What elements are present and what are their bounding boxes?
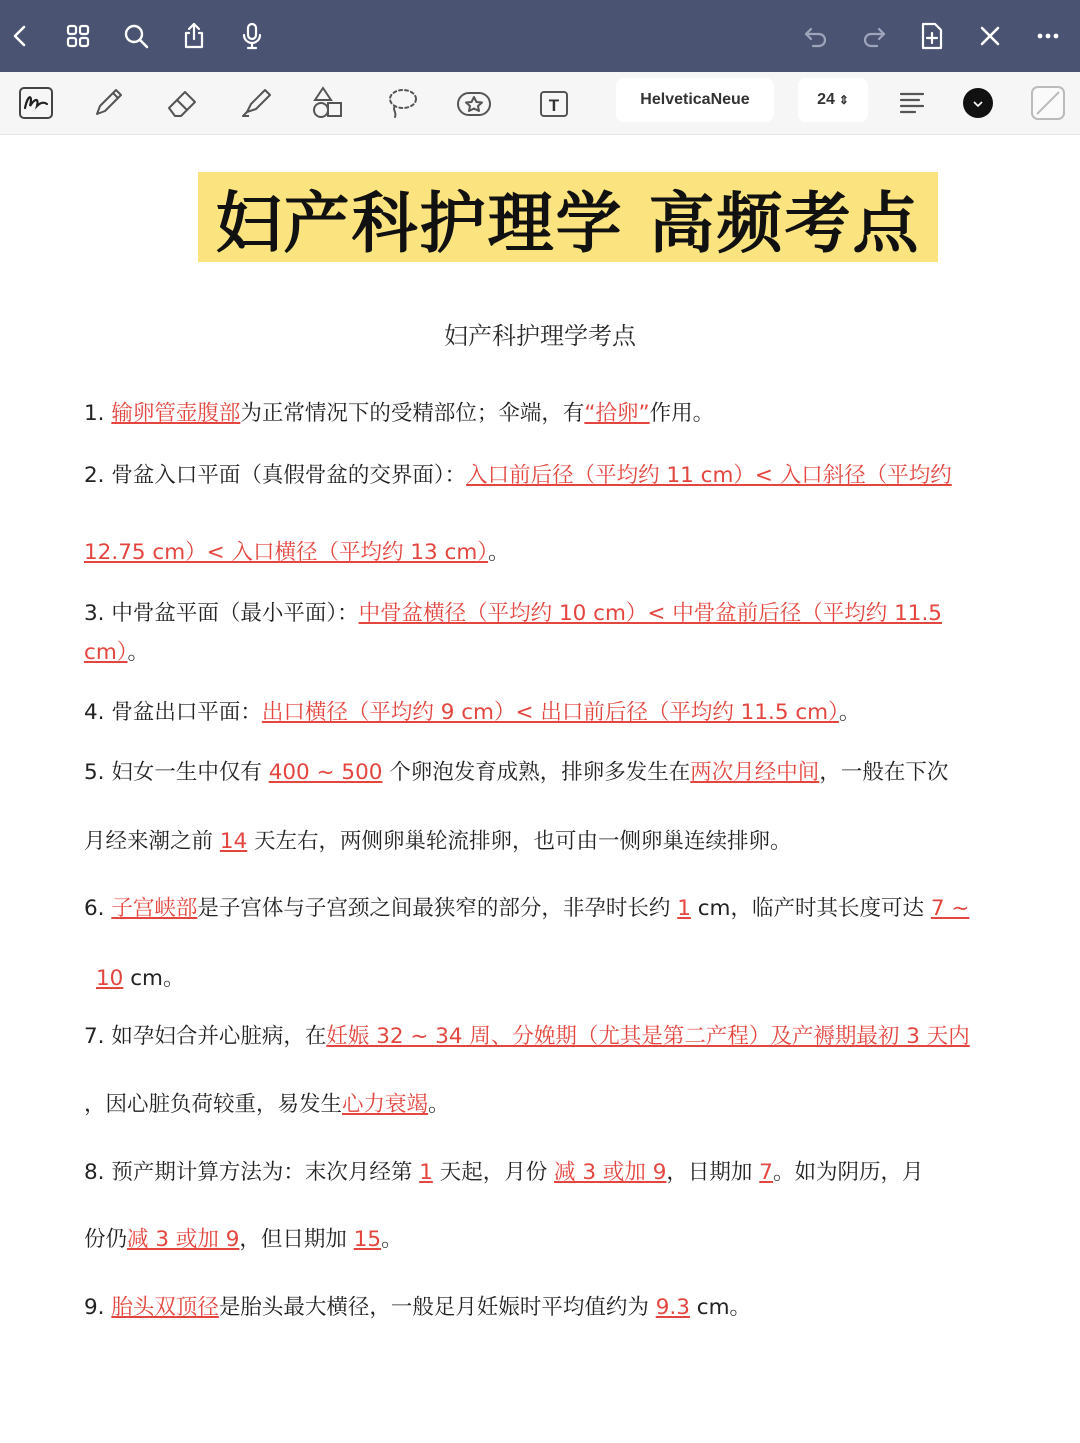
note-text: 天左右，两侧卵巢轮流排卵，也可由一侧卵巢连续排卵。 xyxy=(247,829,792,854)
highlighted-term: 两次月经中间 xyxy=(690,760,820,785)
note-text: 3. 中骨盆平面（最小平面）： xyxy=(84,601,359,626)
handwriting-icon[interactable] xyxy=(14,82,58,124)
highlighted-term: 入口前后径（平均约 11 cm）< 入口斜径（平均约 xyxy=(466,463,952,488)
note-line-3a xyxy=(84,598,942,630)
note-line-6a xyxy=(84,893,969,925)
highlighted-term: 7 ~ xyxy=(930,896,970,921)
note-text: 作用。 xyxy=(649,401,715,426)
highlighted-term: 减 3 或加 9 xyxy=(554,1160,667,1185)
pen-icon[interactable] xyxy=(86,82,130,124)
highlighted-term: 9.3 xyxy=(655,1295,690,1320)
note-text: 是子宫体与子宫颈之间最狭窄的部分，非孕时长约 xyxy=(197,896,678,921)
highlighted-term: 12.75 cm）< 入口横径（平均约 13 cm） xyxy=(84,540,489,565)
note-line-9 xyxy=(84,1292,751,1324)
highlighted-term: cm） xyxy=(84,640,128,665)
note-line-2b xyxy=(84,537,510,569)
note-text: cm。 xyxy=(123,966,185,991)
redo-icon[interactable] xyxy=(856,18,892,54)
highlighted-term: 减 3 或加 9 xyxy=(127,1227,240,1252)
add-page-icon[interactable] xyxy=(914,18,950,54)
text-icon[interactable] xyxy=(532,82,576,124)
highlighted-term: 1 xyxy=(419,1160,433,1185)
font-size-value: 24 xyxy=(817,91,835,108)
shapes-icon[interactable] xyxy=(306,82,350,124)
highlighted-term: 中骨盆横径（平均约 10 cm）< 中骨盆前后径（平均约 11.5 xyxy=(358,601,942,626)
banner-title-text: 妇产科护理学 高频考点 xyxy=(215,184,921,262)
note-text: 8. 预产期计算方法为：末次月经第 xyxy=(84,1160,420,1185)
note-line-8b xyxy=(84,1224,403,1256)
note-line-6b xyxy=(96,963,184,995)
note-text: 1. xyxy=(84,401,112,426)
highlighted-term: 14 xyxy=(219,829,248,854)
highlighted-term: 10 xyxy=(96,966,124,991)
note-text: ，一般在下次 xyxy=(819,760,949,785)
back-icon[interactable] xyxy=(2,18,38,54)
undo-icon[interactable] xyxy=(798,18,834,54)
search-icon[interactable] xyxy=(118,18,154,54)
share-icon[interactable] xyxy=(176,18,212,54)
align-icon[interactable] xyxy=(890,82,934,124)
note-text: 9. xyxy=(84,1295,112,1320)
note-text: 4. 骨盆出口平面： xyxy=(84,700,262,725)
highlighted-term: 15 xyxy=(353,1227,382,1252)
highlighted-term: 胎头双顶径 xyxy=(111,1295,219,1320)
note-text: 个卵泡发育成熟，排卵多发生在 xyxy=(382,760,691,785)
note-line-4 xyxy=(84,697,860,729)
eraser-icon[interactable] xyxy=(160,82,204,124)
note-text: 。 xyxy=(838,700,861,725)
sticker-icon[interactable] xyxy=(452,82,496,124)
top-nav-bar xyxy=(0,0,1080,72)
highlighted-term: 心力衰竭 xyxy=(342,1092,429,1117)
close-icon[interactable] xyxy=(972,18,1008,54)
highlighted-term: 400 ~ 500 xyxy=(268,760,383,785)
note-line-2a xyxy=(84,460,952,492)
note-text: 。 xyxy=(428,1092,450,1117)
svg-text:T: T xyxy=(548,96,560,115)
note-text: 6. xyxy=(84,896,112,921)
note-line-7a xyxy=(84,1021,970,1053)
note-line-8a xyxy=(84,1157,923,1189)
note-text: 2. 骨盆入口平面（真假骨盆的交界面）： xyxy=(84,463,467,488)
note-line-1 xyxy=(84,398,714,430)
note-text: cm，临产时其长度可达 xyxy=(690,896,931,921)
note-text: 是胎头最大横径，一般足月妊娠时平均值约为 xyxy=(218,1295,656,1320)
note-text: cm。 xyxy=(689,1295,752,1320)
color-icon[interactable] xyxy=(956,82,1000,124)
highlighted-term: 1 xyxy=(677,896,691,921)
note-text: 月经来潮之前 xyxy=(84,829,220,854)
drawing-toolbar xyxy=(0,72,1080,135)
note-line-7b xyxy=(84,1089,450,1121)
note-text: 。如为阴历，月 xyxy=(772,1160,924,1185)
note-text: 份仍 xyxy=(84,1227,128,1252)
highlighted-term: 子宫峡部 xyxy=(111,896,198,921)
font-size-selector[interactable] xyxy=(798,78,868,122)
note-text: ，但日期加 xyxy=(239,1227,354,1252)
grid-icon[interactable] xyxy=(60,18,96,54)
note-text: 5. 妇女一生中仅有 xyxy=(84,760,269,785)
font-name-selector[interactable]: HelveticaNeue xyxy=(616,78,774,122)
note-text: 为正常情况下的受精部位；伞端，有 xyxy=(240,401,585,426)
banner-title xyxy=(198,172,938,262)
note-text: 。 xyxy=(381,1227,403,1252)
stepper-icon: ⇕ xyxy=(838,93,849,107)
mic-icon[interactable] xyxy=(234,18,270,54)
note-line-3b xyxy=(84,637,149,669)
note-text: 。 xyxy=(127,640,150,665)
highlighter-icon[interactable] xyxy=(234,82,278,124)
lasso-icon[interactable] xyxy=(380,82,424,124)
highlighted-term: 7 xyxy=(759,1160,773,1185)
note-line-5a xyxy=(84,757,948,789)
note-text: 。 xyxy=(488,540,510,565)
note-text: ，因心脏负荷较重，易发生 xyxy=(84,1092,343,1117)
highlighted-term: 输卵管壶腹部 xyxy=(111,401,241,426)
highlighted-term: “拾卵” xyxy=(584,401,650,426)
highlighted-term: 出口横径（平均约 9 cm）< 出口前后径（平均约 11.5 cm） xyxy=(261,700,839,725)
note-line-5b xyxy=(84,826,792,858)
tool-square-icon[interactable] xyxy=(1026,82,1070,124)
note-text: 7. 如孕妇合并心脏病，在 xyxy=(84,1024,327,1049)
note-text: 天起，月份 xyxy=(432,1160,555,1185)
document-title: 妇产科护理学考点 xyxy=(444,322,636,350)
highlighted-term: 妊娠 32 ~ 34 周、分娩期（尤其是第二产程）及产褥期最初 3 天内 xyxy=(326,1024,970,1049)
more-icon[interactable] xyxy=(1030,18,1066,54)
note-text: ，日期加 xyxy=(666,1160,760,1185)
